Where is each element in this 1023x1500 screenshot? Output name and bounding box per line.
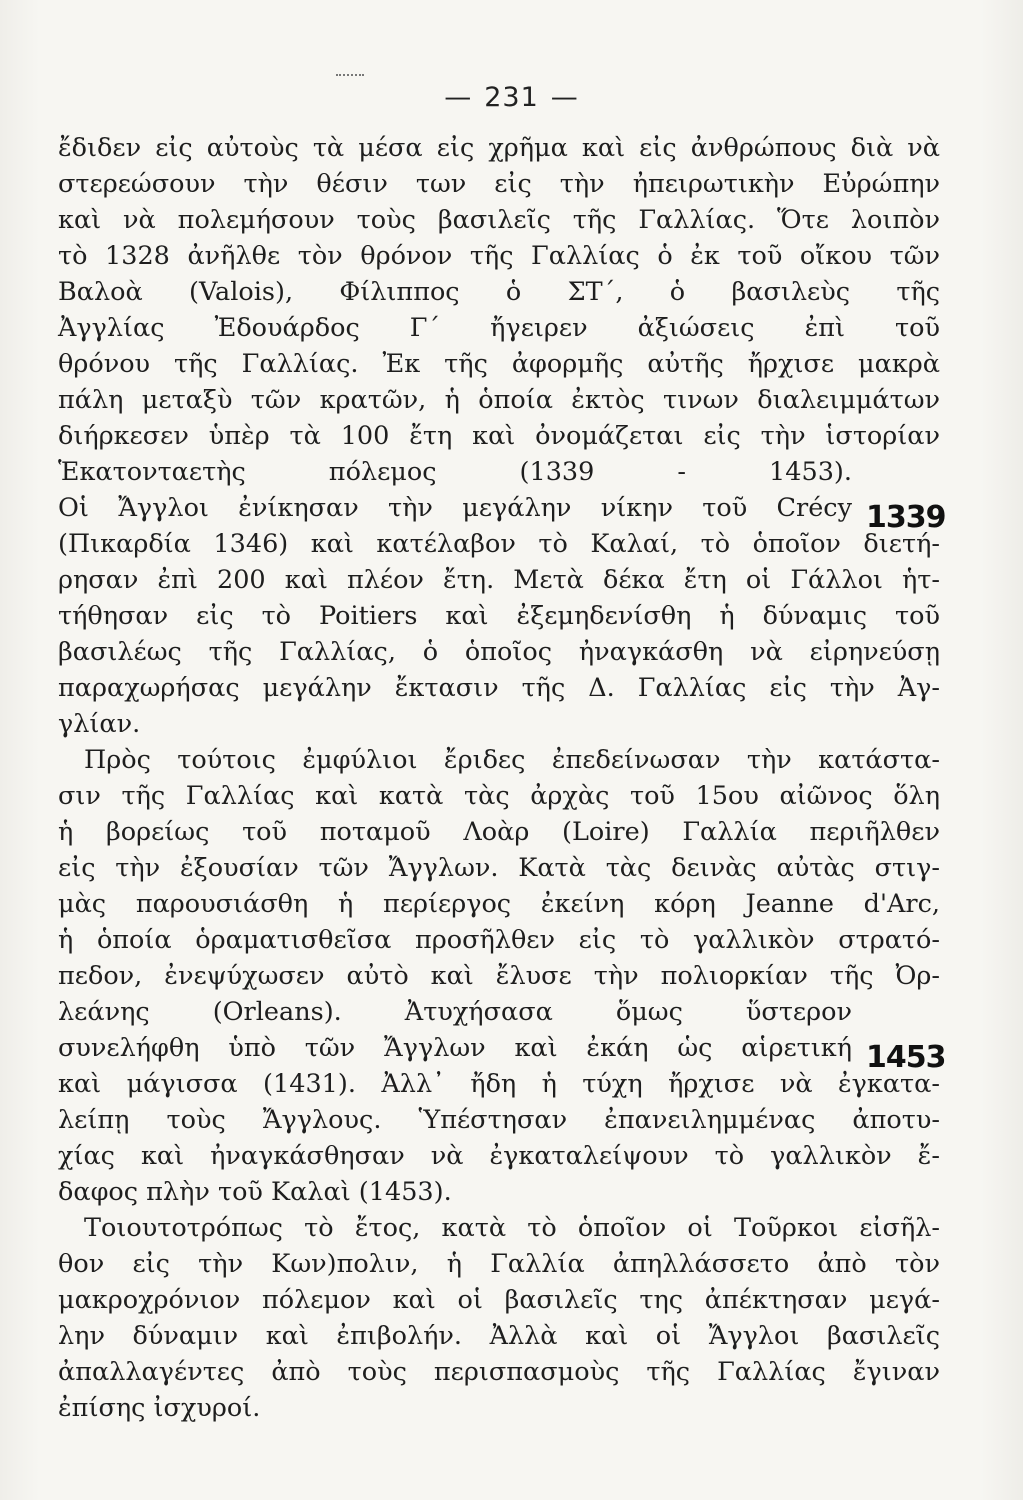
page-number-value: 231 — [484, 82, 539, 113]
text-line: Πρὸς τούτοις ἐμφύλιοι ἔριδες ἐπεδείνωσαν τὴν κατάστα- — [84, 745, 940, 775]
margin-year-1339: 1339 — [866, 500, 946, 535]
text-line: λείπῃ τοὺς Ἄγγλους. Ὑπέστησαν ἐπανειλημμένας ἀποτυ- — [58, 1105, 940, 1135]
text-line: Τοιουτοτρόπως τὸ ἔτος, κατὰ τὸ ὁποῖον οἱ Τοῦρκοι εἰσῆλ- — [84, 1213, 940, 1243]
text-line: σιν τῆς Γαλλίας καὶ κατὰ τὰς ἀρχὰς τοῦ 15ου αἰῶνος ὅλη — [58, 781, 940, 811]
text-line: χίας καὶ ἠναγκάσθησαν νὰ ἐγκαταλείψουν τὸ γαλλικὸν ἔ- — [58, 1141, 940, 1171]
text-line: δαφος πλὴν τοῦ Καλαὶ (1453). — [58, 1177, 452, 1207]
text-line: θρόνου τῆς Γαλλίας. Ἐκ τῆς ἀφορμῆς αὐτῆς ἤρχισε μακρὰ — [58, 349, 940, 379]
text-line: Ἀγγλίας Ἐδουάρδος Γ΄ ἤγειρεν ἀξιώσεις ἐπὶ τοῦ — [58, 313, 940, 343]
text-line: λην δύναμιν καὶ ἐπιβολήν. Ἀλλὰ καὶ οἱ Ἄγγλοι βασιλεῖς — [58, 1321, 940, 1351]
text-line: καὶ νὰ πολεμήσουν τοὺς βασιλεῖς τῆς Γαλλίας. Ὅτε λοιπὸν — [58, 205, 940, 235]
text-line: γλίαν. — [58, 709, 141, 739]
text-line: τὸ 1328 ἀνῆλθε τὸν θρόνον τῆς Γαλλίας ὁ ἐκ τοῦ οἴκου τῶν — [58, 241, 940, 271]
print-mark — [336, 74, 364, 80]
text-line: μακροχρόνιον πόλεμον καὶ οἱ βασιλεῖς της ἀπέκτησαν μεγά- — [58, 1285, 940, 1315]
text-line: ἡ ὁποία ὁραματισθεῖσα προσῆλθεν εἰς τὸ γαλλικὸν στρατό- — [58, 925, 940, 955]
text-line: βασιλέως τῆς Γαλλίας, ὁ ὁποῖος ἠναγκάσθη νὰ εἰρηνεύσῃ — [58, 637, 940, 667]
text-line: θον εἰς τὴν Κων)πολιν, ἡ Γαλλία ἀπηλλάσσετο ἀπὸ τὸν — [58, 1249, 940, 1279]
text-line: παραχωρήσας μεγάλην ἔκτασιν τῆς Δ. Γαλλίας εἰς τὴν Ἀγ- — [58, 673, 940, 703]
text-line: εἰς τὴν ἐξουσίαν τῶν Ἄγγλων. Κατὰ τὰς δεινὰς αὐτὰς στιγ- — [58, 853, 940, 883]
text-line: Οἱ Ἄγγλοι ἐνίκησαν τὴν μεγάλην νίκην τοῦ Crécy — [58, 493, 852, 523]
text-line: τήθησαν εἰς τὸ Poitiers καὶ ἐξεμηδενίσθη ἡ δύναμις τοῦ — [58, 601, 940, 631]
text-line: στερεώσουν τὴν θέσιν των εἰς τὴν ἠπειρωτικὴν Εὐρώπην — [58, 169, 940, 199]
text-line: (Πικαρδία 1346) καὶ κατέλαβον τὸ Καλαί, τὸ ὁποῖον διετή- — [58, 529, 940, 559]
page-number-dash-right: — — [550, 82, 579, 113]
page-number — [0, 82, 1023, 113]
text-line: ἡ βορείως τοῦ ποταμοῦ Λοὰρ (Loire) Γαλλία περιῆλθεν — [58, 817, 940, 847]
text-line: μὰς παρουσιάσθη ἡ περίεργος ἐκείνη κόρη Jeanne d'Arc, — [58, 889, 940, 919]
text-line: ἐπίσης ἰσχυροί. — [58, 1393, 261, 1423]
margin-year-1453: 1453 — [866, 1040, 946, 1075]
text-line: λεάνης (Orleans). Ἀτυχήσασα ὅμως ὕστερον — [58, 997, 852, 1027]
text-line: πεδον, ἐνεψύχωσεν αὐτὸ καὶ ἔλυσε τὴν πολιορκίαν τῆς Ὀρ- — [58, 961, 940, 991]
text-line: ρησαν ἐπὶ 200 καὶ πλέον ἔτη. Μετὰ δέκα ἔτη οἱ Γάλλοι ἡτ- — [58, 565, 940, 595]
text-line: καὶ μάγισσα (1431). Ἀλλ᾽ ἤδη ἡ τύχη ἤρχισε νὰ ἐγκατα- — [58, 1069, 940, 1099]
page-number-dash-left: — — [444, 82, 473, 113]
text-line: πάλη μεταξὺ τῶν κρατῶν, ἡ ὁποία ἐκτὸς τινων διαλειμμάτων — [58, 385, 940, 415]
text-line: Βαλοὰ (Valois), Φίλιππος ὁ ΣΤ΄, ὁ βασιλεὺς τῆς — [58, 277, 940, 307]
text-line: ἔδιδεν εἰς αὐτοὺς τὰ μέσα εἰς χρῆμα καὶ εἰς ἀνθρώπους διὰ νὰ — [58, 133, 940, 163]
text-line: Ἑκατονταετὴς πόλεμος (1339 - 1453). — [58, 457, 852, 487]
text-line: διήρκεσεν ὑπὲρ τὰ 100 ἔτη καὶ ὀνομάζεται εἰς τὴν ἱστορίαν — [58, 421, 940, 451]
text-line: ἀπαλλαγέντες ἀπὸ τοὺς περισπασμοὺς τῆς Γαλλίας ἔγιναν — [58, 1357, 940, 1387]
text-line: συνελήφθη ὑπὸ τῶν Ἄγγλων καὶ ἐκάη ὡς αἱρετική — [58, 1033, 852, 1063]
